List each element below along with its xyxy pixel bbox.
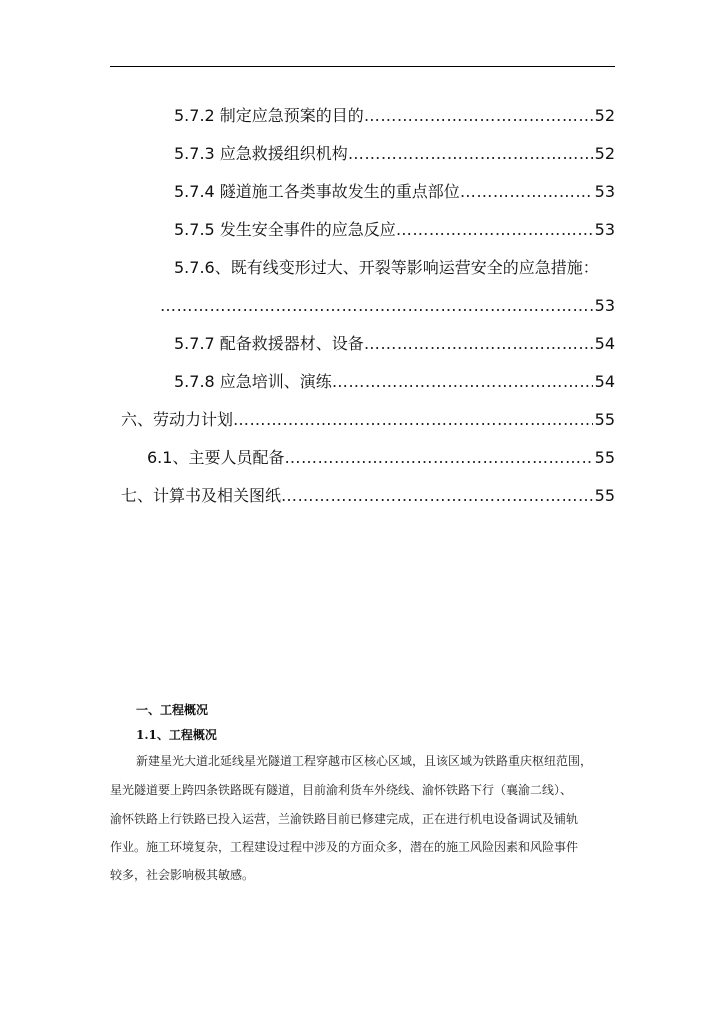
paragraph-line: 作业。施工环境复杂，工程建设过程中涉及的方面众多，潜在的施工风险因素和风险事件: [110, 840, 579, 854]
toc-page-number: 54: [594, 334, 615, 353]
toc-leader: [160, 295, 593, 317]
toc-label: 5.7.7 配备救援器材、设备: [174, 334, 364, 353]
toc-entry-5-7-8[interactable]: [174, 371, 615, 393]
paragraph-line: 星光隧道要上跨四条铁路既有隧道，目前渝利货车外绕线、渝怀铁路下行（襄渝二线）、: [110, 783, 573, 797]
toc-page-number: 53: [594, 296, 615, 315]
toc-entry-5-7-3[interactable]: [174, 143, 615, 165]
section-heading: 一、工程概况: [136, 703, 209, 717]
toc-label: 5.7.8 应急培训、演练: [174, 372, 332, 391]
toc-label: 5.7.4 隧道施工各类事故发生的重点部位: [174, 182, 460, 201]
toc-label: 七、计算书及相关图纸: [121, 486, 282, 505]
paragraph-line: 新建星光大道北延线星光隧道工程穿越市区核心区域，且该区域为铁路重庆枢纽范围，: [136, 754, 593, 768]
toc-leader: [364, 333, 593, 355]
toc-page-number: 55: [594, 486, 615, 505]
toc-entry-chapter-6[interactable]: [121, 409, 615, 431]
toc-page-number: 53: [594, 182, 615, 201]
toc-label: 六、劳动力计划: [121, 410, 234, 429]
toc-leader: [233, 409, 593, 431]
toc-page-number: 54: [594, 372, 615, 391]
toc-leader: [284, 447, 592, 469]
toc-entry-5-7-4[interactable]: [174, 181, 615, 203]
toc-leader: [332, 371, 593, 393]
paragraph-line: 较多，社会影响极其敏感。: [110, 868, 255, 882]
toc-label: 6.1、主要人员配备: [147, 448, 285, 467]
paragraph-line: 渝怀铁路上行铁路已投入运营，兰渝铁路目前已修建完成，正在进行机电设备调试及铺轨: [110, 812, 579, 826]
toc-entry-5-7-5[interactable]: [174, 219, 615, 241]
header-rule: [110, 66, 615, 67]
toc-leader: [460, 181, 593, 203]
toc-entry-5-7-2[interactable]: [174, 105, 615, 127]
toc-leader: [396, 219, 593, 241]
toc-page-number: 52: [594, 106, 615, 125]
toc-entry-5-7-6[interactable]: [160, 295, 615, 317]
toc-label: 5.7.5 发生安全事件的应急反应: [174, 220, 396, 239]
toc-page-number: 53: [594, 220, 615, 239]
toc-leader: [364, 105, 593, 127]
subsection-heading: 1.1、工程概况: [136, 728, 217, 742]
toc-entry-6-1[interactable]: [147, 447, 615, 469]
toc-page-number: 52: [594, 144, 615, 163]
toc-label: 5.7.2 制定应急预案的目的: [174, 106, 364, 125]
toc-leader: [348, 143, 593, 165]
toc-leader: [281, 485, 593, 507]
toc-entry-chapter-7[interactable]: [121, 485, 615, 507]
toc-entry-5-7-7[interactable]: [174, 333, 615, 355]
toc-page-number: 55: [594, 410, 615, 429]
toc-page-number: 55: [594, 448, 615, 467]
toc-label: 5.7.3 应急救援组织机构: [174, 144, 348, 163]
toc-entry-5-7-6-label[interactable]: 5.7.6、既有线变形过大、开裂等影响运营安全的应急措施：: [174, 258, 599, 277]
